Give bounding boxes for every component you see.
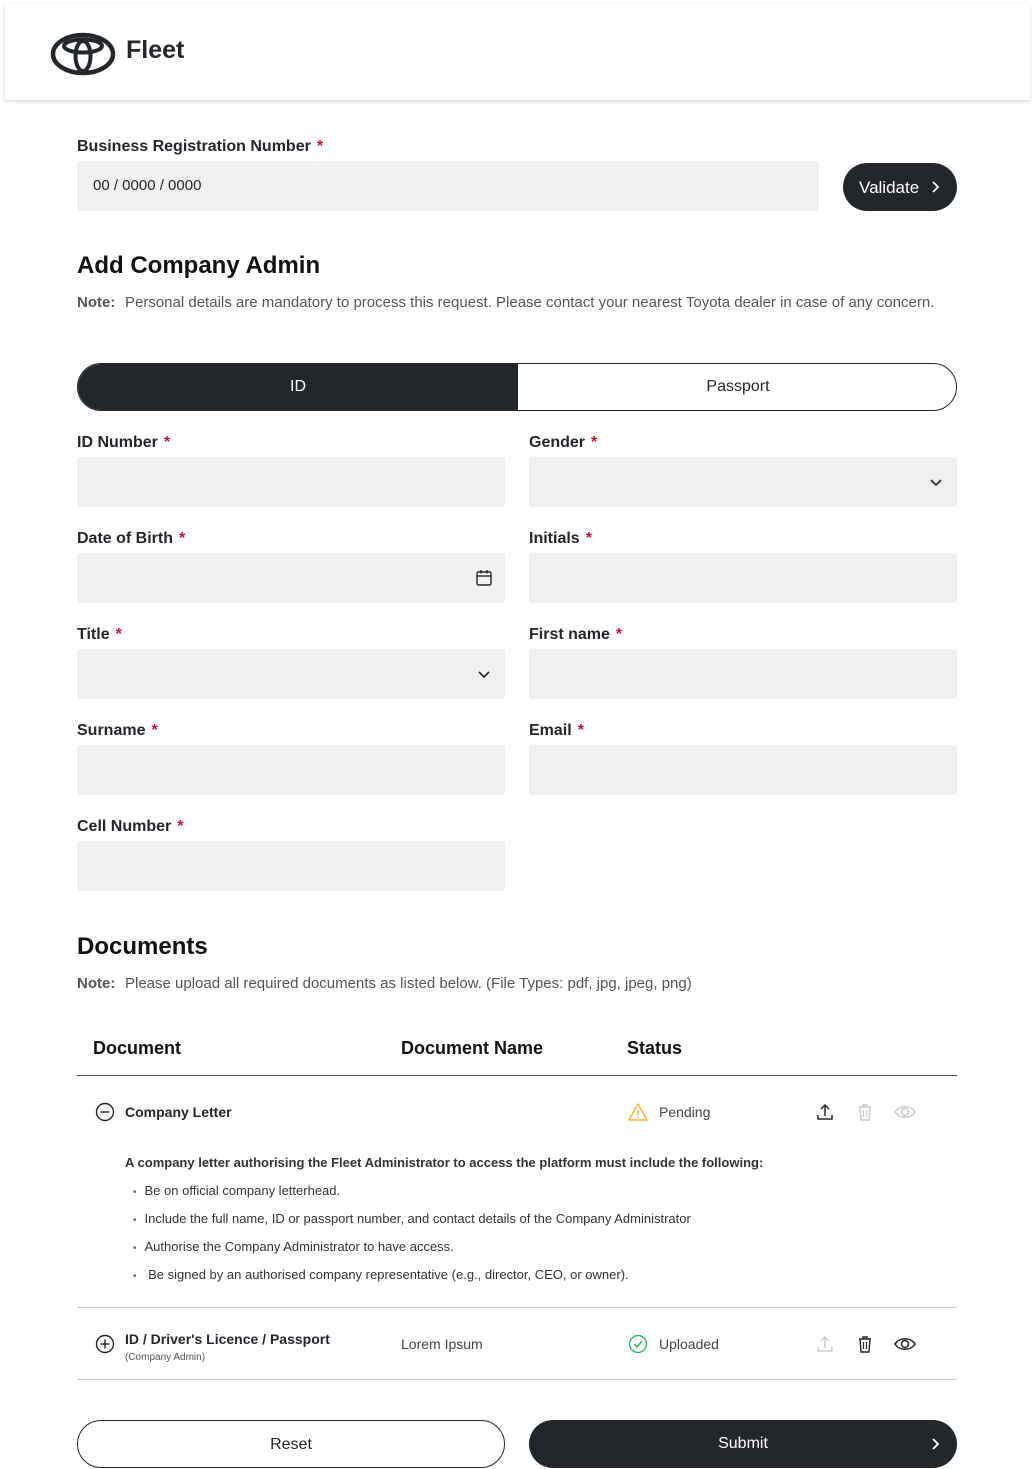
chevron-right-icon <box>931 181 941 193</box>
doc-title-company-letter: Company Letter <box>125 1104 232 1120</box>
collapse-icon[interactable] <box>95 1102 115 1122</box>
admin-note-label: Note: <box>77 294 116 311</box>
chevron-right-icon <box>931 1438 941 1450</box>
surname-label: Surname * <box>77 722 158 739</box>
row-divider <box>77 1379 957 1380</box>
title-label: Title * <box>77 626 122 643</box>
first-name-input[interactable] <box>529 649 957 699</box>
reset-label: Reset <box>270 1436 312 1453</box>
app-header <box>5 4 1030 100</box>
title-select[interactable] <box>77 649 505 699</box>
submit-label: Submit <box>718 1435 768 1452</box>
doc-subtitle: (Company Admin) <box>125 1352 206 1363</box>
requirement-item: • Include the full name, ID or passport number, and contact details of the Company Administrator <box>133 1211 691 1226</box>
documents-note-label: Note: <box>77 975 116 992</box>
column-document: Document <box>93 1038 182 1058</box>
reset-button[interactable] <box>77 1420 505 1468</box>
dob-input[interactable] <box>77 553 505 603</box>
view-icon[interactable] <box>894 1334 916 1354</box>
validate-button[interactable] <box>843 163 957 211</box>
view-icon <box>894 1102 916 1122</box>
company-letter-description: A company letter authorising the Fleet Administrator to access the platform must include the following: <box>125 1155 764 1170</box>
status-pending: Pending <box>659 1104 711 1120</box>
requirement-item: • Be signed by an authorised company representative (e.g., director, CEO, or owner). <box>133 1267 629 1282</box>
requirement-item: • Authorise the Company Administrator to have access. <box>133 1239 454 1254</box>
submit-button[interactable] <box>529 1420 957 1468</box>
doc-name-value: Lorem Ipsum <box>401 1336 483 1352</box>
admin-note-text: Personal details are mandatory to process this request. Please contact your nearest Toyota dealer in case of any concern. <box>125 294 935 311</box>
business-reg-label: Business Registration Number * <box>77 138 324 155</box>
first-name-label: First name * <box>529 626 623 643</box>
expand-icon[interactable] <box>95 1334 115 1354</box>
delete-icon <box>855 1102 875 1122</box>
column-document-name: Document Name <box>401 1038 544 1058</box>
brand-title: Fleet <box>126 36 185 64</box>
check-circle-icon <box>628 1334 648 1354</box>
cell-input[interactable] <box>77 841 505 891</box>
doc-title-id: ID / Driver's Licence / Passport <box>125 1331 330 1347</box>
upload-icon <box>815 1334 835 1354</box>
initials-input[interactable] <box>529 553 957 603</box>
toyota-logo-icon[interactable] <box>50 32 116 76</box>
chevron-down-icon <box>927 473 945 491</box>
dob-label: Date of Birth * <box>77 530 186 547</box>
id-type-toggle <box>77 363 957 411</box>
documents-heading: Documents <box>77 933 208 960</box>
gender-select[interactable] <box>529 457 957 507</box>
chevron-down-icon <box>475 665 493 683</box>
initials-label: Initials * <box>529 530 592 547</box>
column-status: Status <box>627 1038 683 1058</box>
surname-input[interactable] <box>77 745 505 795</box>
admin-heading: Add Company Admin <box>77 252 321 279</box>
status-uploaded: Uploaded <box>659 1336 719 1352</box>
id-number-input[interactable] <box>77 457 505 507</box>
upload-icon[interactable] <box>815 1102 835 1122</box>
requirement-item: • Be on official company letterhead. <box>133 1183 340 1198</box>
business-reg-value: 00 / 0000 / 0000 <box>93 177 202 194</box>
delete-icon[interactable] <box>855 1334 875 1354</box>
email-input[interactable] <box>529 745 957 795</box>
id-number-label: ID Number * <box>77 434 171 451</box>
gender-label: Gender * <box>529 434 598 451</box>
table-header-divider <box>77 1075 957 1076</box>
row-divider <box>77 1307 957 1308</box>
calendar-icon[interactable] <box>475 569 493 587</box>
business-reg-input[interactable] <box>77 161 819 211</box>
warning-icon <box>628 1102 648 1122</box>
cell-label: Cell Number * <box>77 818 184 835</box>
tab-id[interactable]: ID <box>78 364 518 410</box>
documents-note-text: Please upload all required documents as listed below. (File Types: pdf, jpg, jpeg, png) <box>125 975 692 992</box>
email-label: Email * <box>529 722 584 739</box>
validate-label: Validate <box>859 178 920 197</box>
tab-passport[interactable]: Passport <box>706 378 770 395</box>
